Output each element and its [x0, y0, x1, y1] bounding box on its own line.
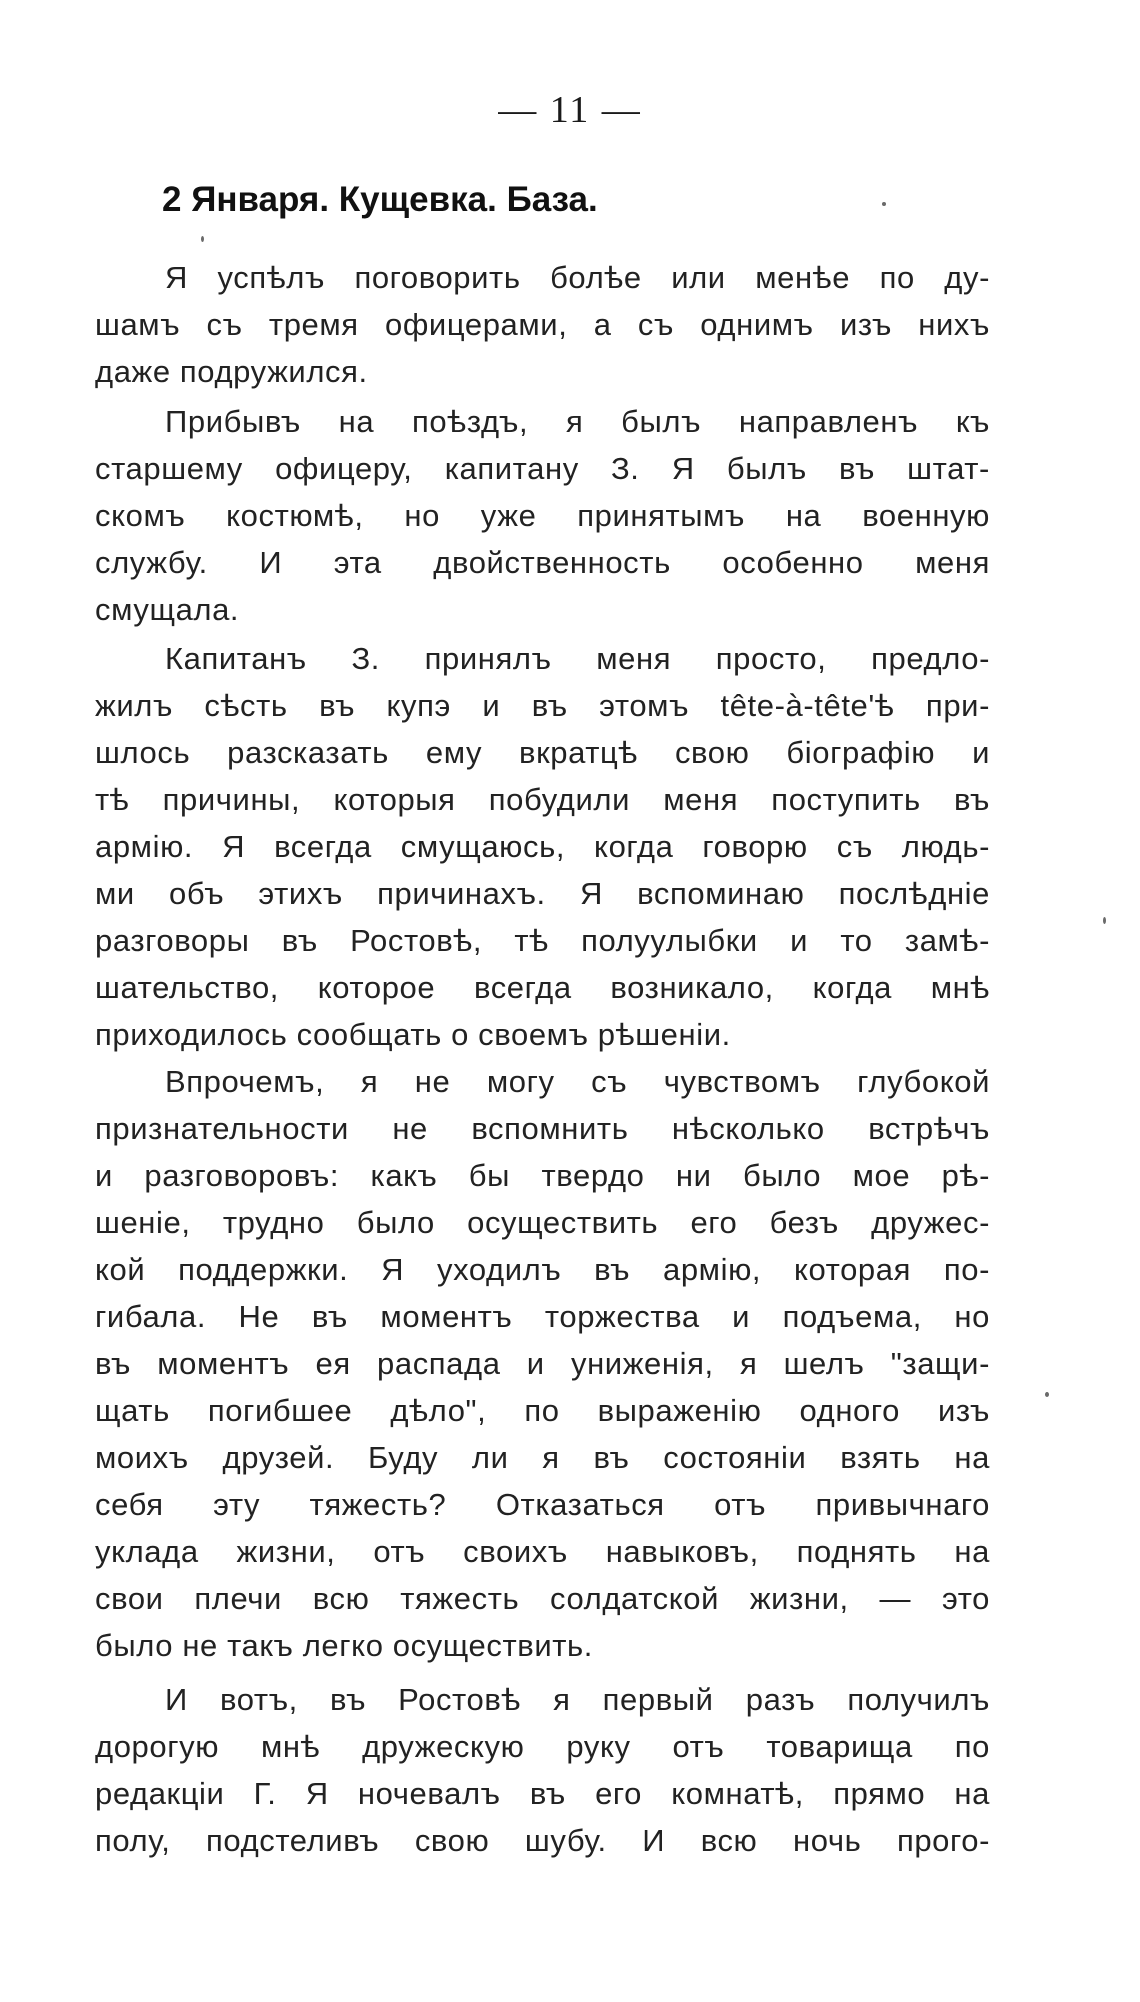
text-line: и разговоровъ: какъ бы твердо ни было мое рѣ-	[95, 1158, 990, 1193]
paragraph-2	[95, 398, 990, 633]
text-line: скомъ костюмѣ, но уже принятымъ на военную	[95, 498, 990, 533]
text-line: смущала.	[95, 592, 240, 627]
text-line: щать погибшее дѣло", по выраженію одного изъ	[95, 1393, 990, 1428]
text-line: свои плечи всю тяжесть солдатской жизни, — это	[95, 1581, 990, 1616]
print-speck	[1103, 917, 1106, 924]
text-line: Прибывъ на поѣздъ, я былъ направленъ къ	[165, 404, 990, 439]
text-line: въ моментъ ея распада и униженія, я шелъ "защи-	[95, 1346, 990, 1381]
text-line: тѣ причины, которыя побудили меня поступить въ	[95, 782, 990, 817]
text-line: старшему офицеру, капитану З. Я былъ въ штат-	[95, 451, 990, 486]
text-line: признательности не вспомнить нѣсколько встрѣчъ	[95, 1111, 990, 1146]
text-line: даже подружился.	[95, 354, 368, 389]
text-line: шательство, которое всегда возникало, когда мнѣ	[95, 970, 990, 1005]
text-line: себя эту тяжесть? Отказаться отъ привычнаго	[95, 1487, 990, 1522]
page-number: — 11 —	[498, 89, 642, 131]
text-line: шеніе, трудно было осуществить его безъ дружес-	[95, 1205, 990, 1240]
text-line: полу, подстеливъ свою шубу. И всю ночь прого-	[95, 1823, 990, 1858]
text-line: Капитанъ З. принялъ меня просто, предло-	[165, 641, 990, 676]
text-line: шлось разсказать ему вкратцѣ свою біографію и	[95, 735, 990, 770]
text-line: ми объ этихъ причинахъ. Я вспоминаю послѣдніе	[95, 876, 990, 911]
print-speck	[1045, 1392, 1049, 1397]
print-speck	[201, 236, 204, 242]
text-line: приходилось сообщать о своемъ рѣшеніи.	[95, 1017, 731, 1052]
text-line: кой поддержки. Я уходилъ въ армію, которая по-	[95, 1252, 990, 1287]
text-line: жилъ сѣсть въ купэ и въ этомъ tête-à-tête'ѣ при-	[95, 688, 990, 723]
text-line: уклада жизни, отъ своихъ навыковъ, поднять на	[95, 1534, 990, 1569]
text-line: И вотъ, въ Ростовѣ я первый разъ получилъ	[165, 1682, 990, 1717]
print-speck	[882, 202, 886, 206]
text-line: дорогую мнѣ дружескую руку отъ товарища по	[95, 1729, 990, 1764]
text-line: разговоры въ Ростовѣ, тѣ полуулыбки и то замѣ-	[95, 923, 990, 958]
paragraph-3	[95, 635, 990, 1058]
text-line: гибала. Не въ моментъ торжества и подъема, но	[95, 1299, 990, 1334]
text-line: шамъ съ тремя офицерами, а съ однимъ изъ нихъ	[95, 307, 990, 342]
text-line: армію. Я всегда смущаюсь, когда говорю съ людь-	[95, 829, 990, 864]
diary-entry-heading: 2 Января. Кущевка. База.	[162, 180, 598, 219]
text-line: было не такъ легко осуществить.	[95, 1628, 594, 1663]
paragraph-5	[95, 1676, 990, 1864]
text-line: моихъ друзей. Буду ли я въ состояніи взять на	[95, 1440, 990, 1475]
text-line: редакціи Г. Я ночевалъ въ его комнатѣ, прямо на	[95, 1776, 990, 1811]
paragraph-4	[95, 1058, 990, 1669]
text-line: службу. И эта двойственность особенно меня	[95, 545, 990, 580]
text-line: Я успѣлъ поговорить болѣе или менѣе по ду-	[165, 260, 990, 295]
paragraph-1	[95, 254, 990, 395]
text-line: Впрочемъ, я не могу съ чувствомъ глубокой	[165, 1064, 990, 1099]
